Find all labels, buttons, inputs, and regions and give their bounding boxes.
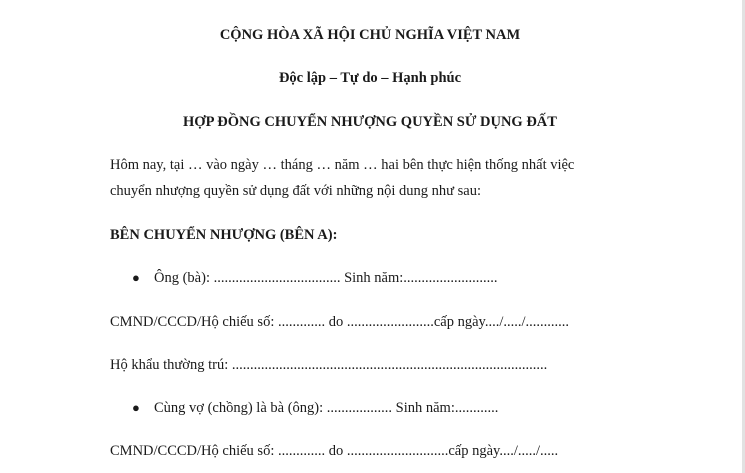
spouse-name-row bbox=[132, 400, 498, 417]
motto: Độc lập – Tự do – Hạnh phúc bbox=[278, 70, 462, 86]
intro-line-1: Hôm nay, tại … vào ngày … tháng … năm … hai bên thực hiện thống nhất việc bbox=[110, 157, 575, 173]
bullet-icon: ● bbox=[132, 400, 140, 415]
nation-title: CỘNG HÒA XÃ HỘI CHỦ NGHĨA VIỆT NAM bbox=[219, 27, 521, 43]
party-a-id: CMND/CCCD/Hộ chiếu số: ............. do ........................cấp ngày..../...../............ bbox=[110, 314, 570, 330]
party-a-name-row bbox=[132, 270, 498, 287]
spouse-name: Cùng vợ (chồng) là bà (ông): .................. Sinh năm:............ bbox=[154, 400, 499, 416]
intro-line-2: chuyển nhượng quyền sử dụng đất với những nội dung như sau: bbox=[110, 183, 481, 199]
contract-title: HỢP ĐỒNG CHUYỂN NHƯỢNG QUYỀN SỬ DỤNG ĐẤT bbox=[183, 114, 557, 130]
spouse-id: CMND/CCCD/Hộ chiếu số: ............. do ............................cấp ngày..../...../..... bbox=[110, 443, 559, 459]
party-a-name: Ông (bà): ................................... Sinh năm:.......................... bbox=[154, 270, 498, 286]
party-a-heading: BÊN CHUYỂN NHƯỢNG (BÊN A): bbox=[110, 227, 338, 243]
bullet-icon: ● bbox=[132, 270, 140, 285]
party-a-residence: Hộ khẩu thường trú: ....................................................................................... bbox=[110, 357, 548, 373]
